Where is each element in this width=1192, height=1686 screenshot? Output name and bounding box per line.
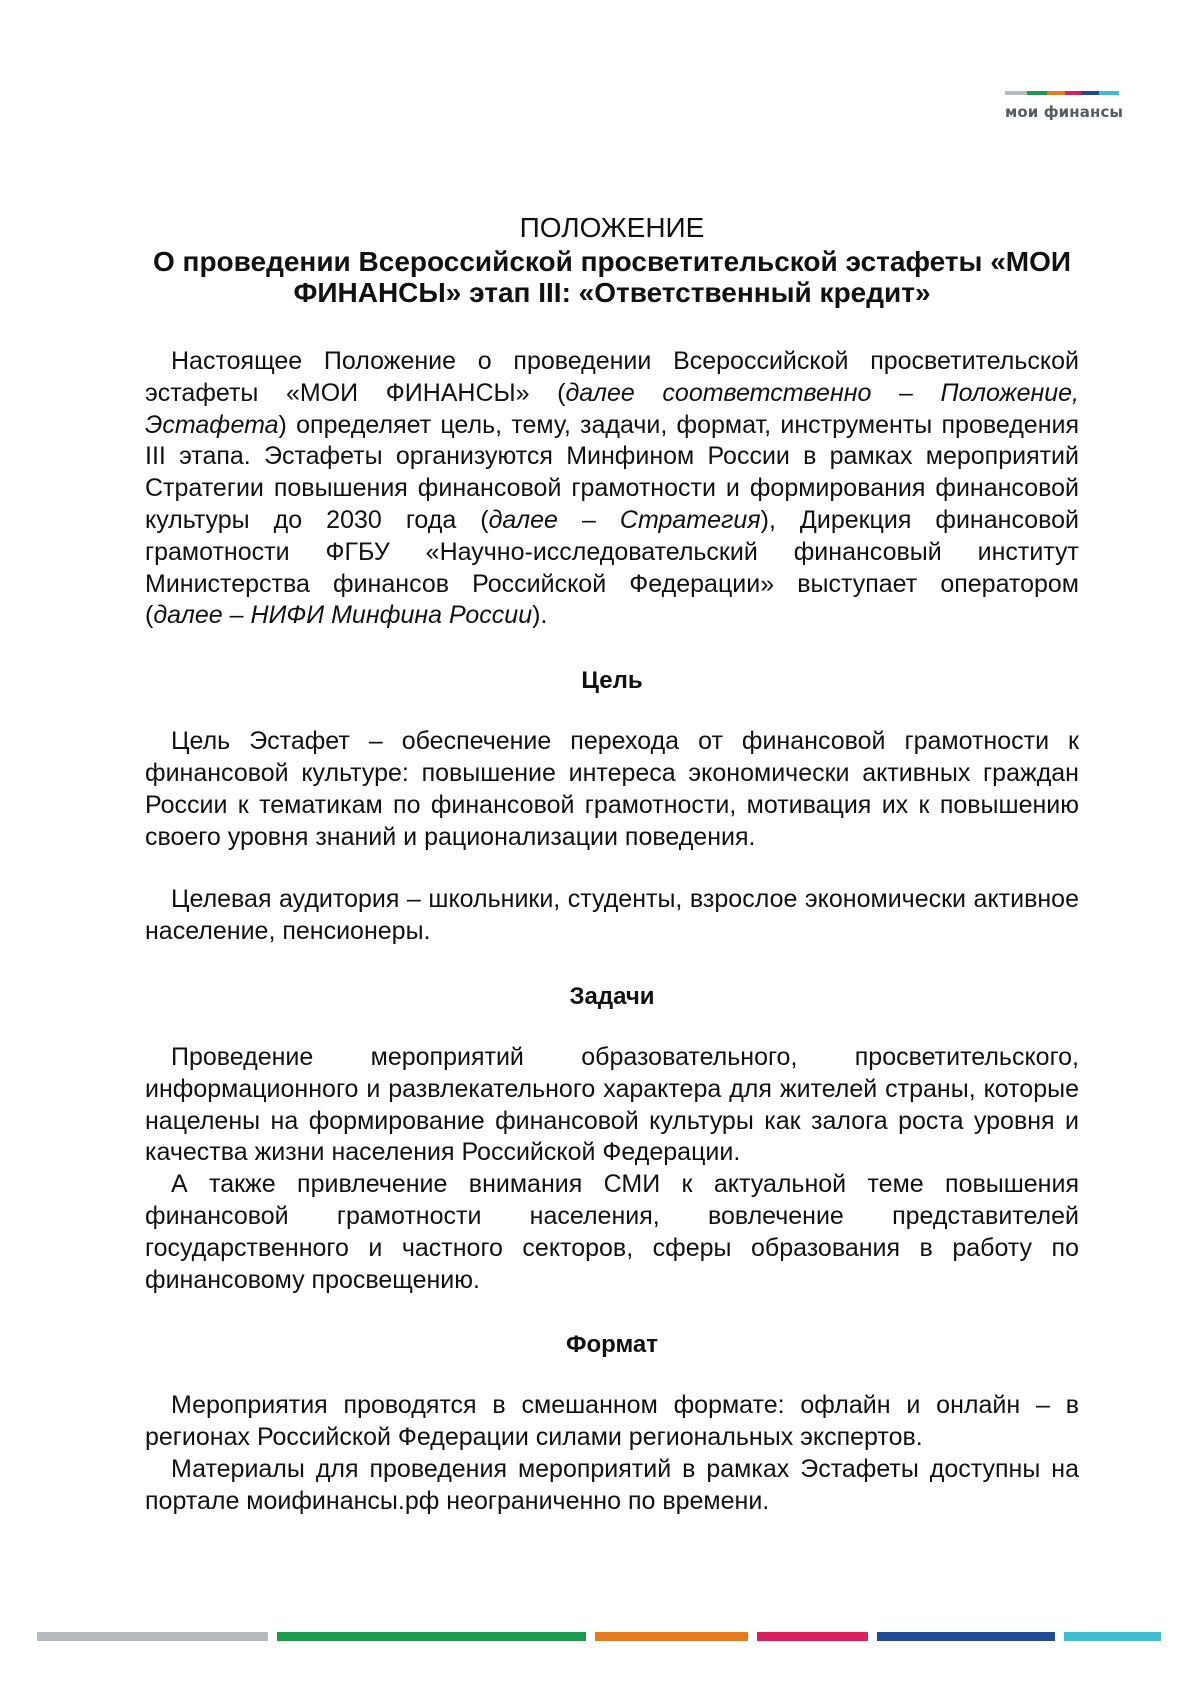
section-heading-format: Формат	[565, 1331, 659, 1359]
footer-bar-segment	[277, 1632, 586, 1641]
section-heading-goal: Цель	[581, 667, 643, 695]
document-body	[145, 212, 1079, 1518]
footer-bar-segment	[268, 1632, 277, 1641]
format-paragraph-1: Мероприятия проводятся в смешанном формате: офлайн и онлайн – в регионах Российской Федерации силами региональных экспертов.	[145, 1391, 1079, 1452]
logo-color-bar	[1005, 91, 1119, 95]
intro-paragraph	[145, 346, 1079, 632]
logo-text: мои финансы	[1005, 103, 1124, 121]
footer-bar-segment	[1064, 1632, 1161, 1641]
document-subtitle: О проведении Всероссийской просветительской эстафеты «МОИ ФИНАНСЫ» этап III: «Ответственный кредит»	[152, 246, 1072, 308]
footer-bar-segment	[37, 1632, 268, 1641]
logo-bar-segment	[1081, 91, 1099, 95]
format-paragraph-2: Материалы для проведения мероприятий в рамках Эстафеты доступны на портале моифинансы.рф неограниченно по времени.	[145, 1454, 1079, 1515]
brand-logo	[1005, 91, 1124, 121]
section-heading-tasks: Задачи	[569, 982, 655, 1010]
footer-bar-segment	[757, 1632, 868, 1641]
logo-bar-segment	[1065, 91, 1081, 95]
intro-italic-3: далее – НИФИ Минфина России	[153, 601, 533, 630]
logo-bar-segment	[1047, 91, 1065, 95]
intro-text-1: Настоящее Положение о проведении Всероссийской просветительской эстафеты «МОИ ФИНАНСЫ» (	[145, 347, 1079, 407]
footer-bar-segment	[595, 1632, 748, 1641]
audience-paragraph: Целевая аудитория – школьники, студенты, взрослое экономически активное население, пенсионеры.	[145, 885, 1079, 946]
tasks-paragraph-1: Проведение мероприятий образовательного, просветительского, информационного и развлекательного характера для жителей страны, которые нацелены на формирование финансовой культуры как залога роста уровня и качества жизни населения Российской Федерации.	[145, 1042, 1079, 1167]
logo-bar-segment	[1027, 91, 1047, 95]
intro-text-2: ) определяет цель, тему, задачи, формат, инструменты проведения III этапа. Эстафеты организуются Минфином России в рамках мероприятий Стратегии повышения финансовой грамотности и формирования финансовой культуры до 2030 года (	[145, 410, 1079, 534]
intro-italic-1: далее соответственно – Положение, Эстафета	[145, 378, 1079, 439]
logo-bar-segment	[1099, 91, 1119, 95]
intro-text-4: ).	[532, 601, 548, 630]
footer-bar-segment	[1055, 1632, 1064, 1641]
footer-bar-segment	[877, 1632, 1055, 1641]
tasks-paragraph-2: А также привлечение внимания СМИ к актуальной теме повышения финансовой грамотности населения, вовлечение представителей государственного и частного секторов, сферы образования в работу по финансовому просвещению.	[145, 1170, 1079, 1294]
footer-bar-segment	[868, 1632, 877, 1641]
intro-italic-2: далее – Стратегия	[488, 505, 761, 534]
intro-text-3: ), Дирекция финансовой грамотности ФГБУ «Научно-исследовательский финансовый институт Министерства финансов Российской Федерации» выступает оператором (	[145, 505, 1080, 630]
logo-bar-segment	[1005, 91, 1027, 95]
footer-bar-segment	[748, 1632, 757, 1641]
document-title: ПОЛОЖЕНИЕ	[519, 212, 705, 243]
footer-bar-segment	[586, 1632, 595, 1641]
footer-color-bar	[37, 1632, 1161, 1641]
goal-paragraph: Цель Эстафет – обеспечение перехода от финансовой грамотности к финансовой культуре: повышение интереса экономически активных граждан России к тематикам по финансовой грамотности, мотивация их к повышению своего уровня знаний и рационализации поведения.	[145, 727, 1079, 851]
